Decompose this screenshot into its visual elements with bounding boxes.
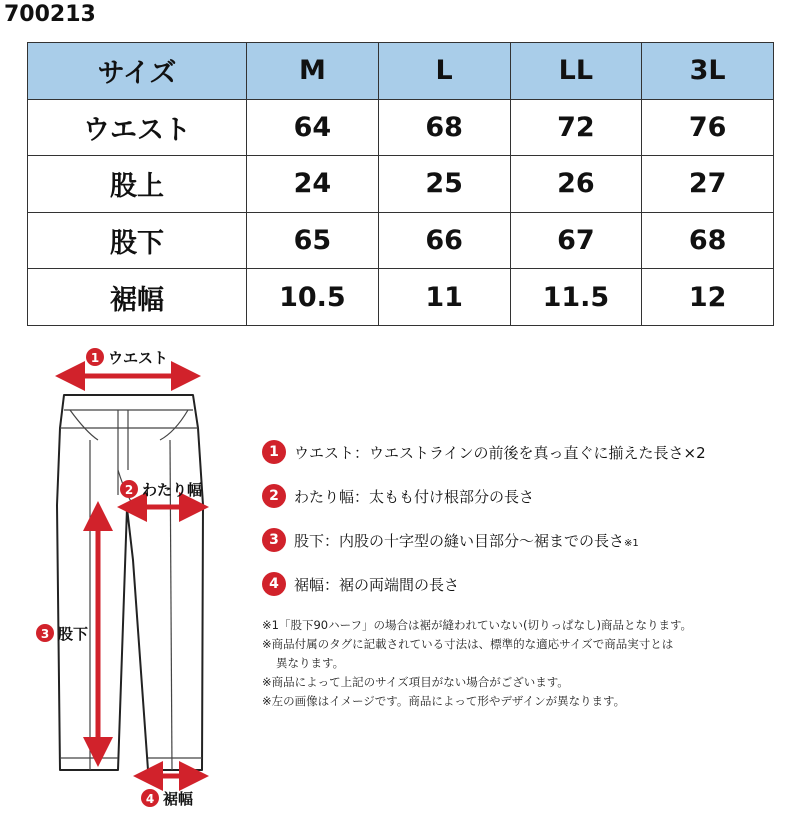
legend-item	[262, 528, 782, 552]
header-cell: サイズ	[28, 43, 247, 100]
table-row	[28, 212, 774, 269]
svg-text:わたり幅: わたり幅	[142, 481, 203, 499]
footnote: ※商品付属のタグに記載されている寸法は、標準的な適応サイズで商品実寸とは	[262, 637, 674, 651]
table-cell: 25	[378, 156, 510, 213]
pants-diagram	[0, 340, 240, 830]
header-cell: M	[247, 43, 379, 100]
measurement-legend	[262, 440, 782, 711]
row-label: 股下	[28, 212, 247, 269]
svg-text:2: 2	[124, 483, 134, 497]
legend-text: 股下：内股の十字型の縫い目部分～裾までの長さ※1	[294, 531, 639, 550]
number-badge-icon: 3	[262, 528, 286, 552]
footnote: 異なります。	[276, 656, 345, 670]
size-table	[27, 42, 774, 326]
footnote: ※左の画像はイメージです。商品によって形やデザインが異なります。	[262, 694, 626, 708]
table-cell: 65	[247, 212, 379, 269]
legend-text: わたり幅：太もも付け根部分の長さ	[294, 487, 535, 506]
footnote: ※1「股下90ハーフ」の場合は裾が縫われていない(切りっぱなし)商品となります。	[262, 618, 693, 632]
svg-text:1: 1	[90, 351, 100, 365]
table-cell: 67	[510, 212, 642, 269]
number-badge-icon: 2	[262, 484, 286, 508]
diagram-label-inseam	[36, 624, 88, 643]
svg-text:裾幅: 裾幅	[163, 790, 194, 808]
diagram-label-hem	[141, 789, 193, 808]
table-cell: 11.5	[510, 269, 642, 326]
table-row	[28, 99, 774, 156]
diagram-label-waist	[86, 348, 168, 367]
table-cell: 10.5	[247, 269, 379, 326]
legend-item	[262, 484, 782, 508]
table-cell: 68	[378, 99, 510, 156]
table-row	[28, 269, 774, 326]
row-label: 裾幅	[28, 269, 247, 326]
table-cell: 64	[247, 99, 379, 156]
svg-text:股下: 股下	[58, 625, 89, 643]
table-header-row	[28, 43, 774, 100]
legend-text: 裾幅：裾の両端間の長さ	[294, 575, 460, 594]
table-cell: 26	[510, 156, 642, 213]
product-code: 700213	[4, 2, 96, 27]
svg-text:3: 3	[40, 627, 50, 641]
number-badge-icon: 4	[262, 572, 286, 596]
table-cell: 12	[642, 269, 774, 326]
legend-item	[262, 440, 782, 464]
diagram-label-thigh	[120, 480, 202, 499]
footnote: ※商品によって上記のサイズ項目がない場合がございます。	[262, 675, 569, 689]
svg-text:4: 4	[145, 792, 155, 806]
table-row	[28, 156, 774, 213]
footnotes	[262, 616, 782, 711]
table-cell: 66	[378, 212, 510, 269]
row-label: 股上	[28, 156, 247, 213]
table-cell: 76	[642, 99, 774, 156]
table-cell: 27	[642, 156, 774, 213]
row-label: ウエスト	[28, 99, 247, 156]
pants-outline	[57, 395, 203, 770]
number-badge-icon: 1	[262, 440, 286, 464]
header-cell: 3L	[642, 43, 774, 100]
svg-text:ウエスト: ウエスト	[108, 349, 169, 367]
header-cell: L	[378, 43, 510, 100]
table-cell: 24	[247, 156, 379, 213]
legend-text: ウエスト：ウエストラインの前後を真っ直ぐに揃えた長さ×2	[294, 443, 706, 462]
legend-item	[262, 572, 782, 596]
table-cell: 11	[378, 269, 510, 326]
header-cell: LL	[510, 43, 642, 100]
table-cell: 68	[642, 212, 774, 269]
table-cell: 72	[510, 99, 642, 156]
